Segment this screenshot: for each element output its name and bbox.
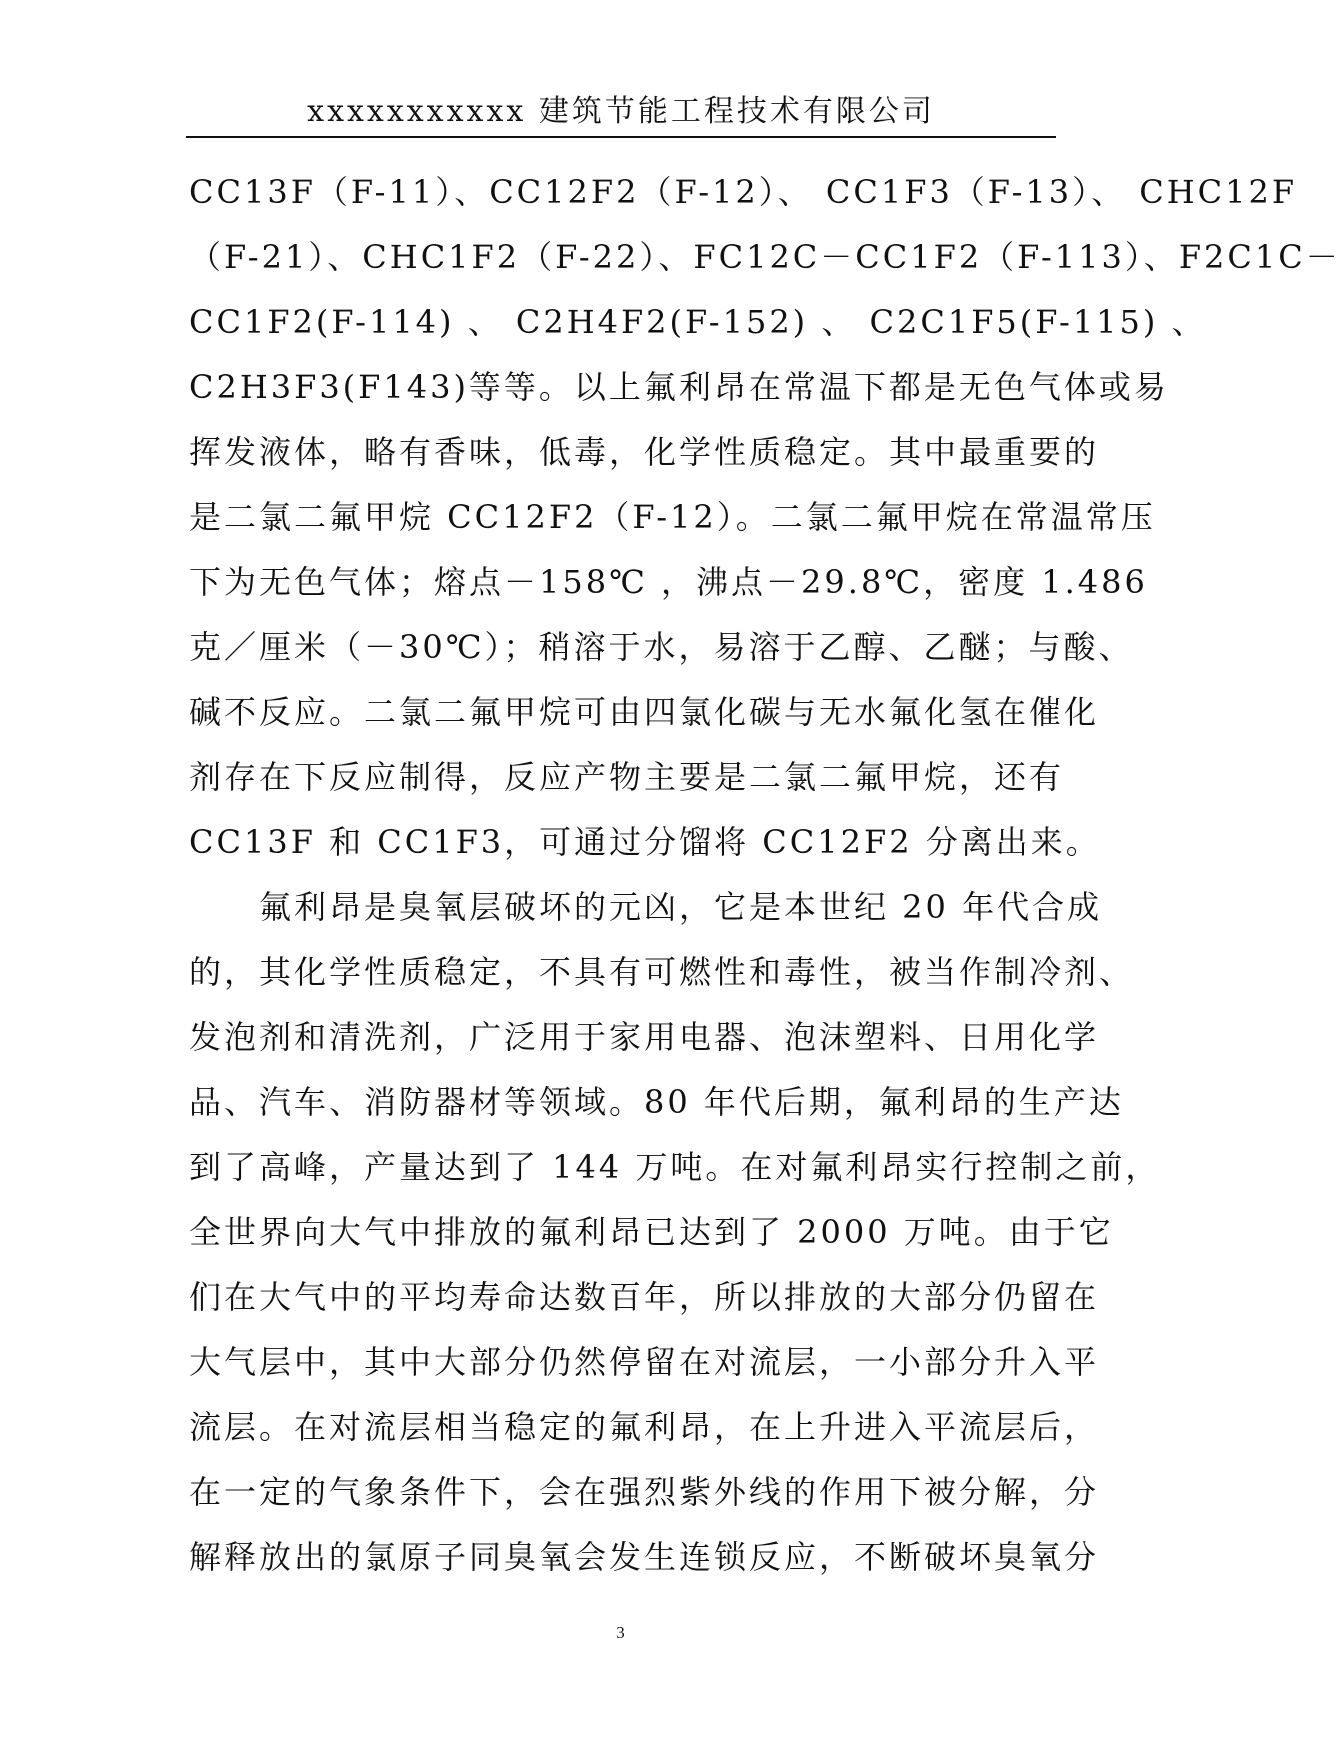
text-line: 是二氯二氟甲烷 CC12F2（F-12）。二氯二氟甲烷在常温常压 <box>189 498 1156 536</box>
text-line: 在一定的气象条件下，会在强烈紫外线的作用下被分解，分 <box>189 1473 1100 1511</box>
text-line: （F-21）、CHC1F2（F-22）、FC12C－CC1F2（F-113）、F2C1C－ <box>189 238 1341 276</box>
text-line: 流层。在对流层相当稳定的氟利昂，在上升进入平流层后， <box>189 1408 1100 1446</box>
text-line: CC1F2(F-114) 、 C2H4F2(F-152) 、 C2C1F5(F-115) 、 <box>189 303 1207 341</box>
text-line: 解释放出的氯原子同臭氧会发生连锁反应，不断破坏臭氧分 <box>189 1538 1100 1576</box>
text-line: 克／厘米（－30℃）；稍溶于水，易溶于乙醇、乙醚；与酸、 <box>189 628 1134 666</box>
text-line: 大气层中，其中大部分仍然停留在对流层，一小部分升入平 <box>189 1343 1100 1381</box>
text-line: 的，其化学性质稳定，不具有可燃性和毒性，被当作制冷剂、 <box>189 953 1135 991</box>
text-line: CC13F 和 CC1F3，可通过分馏将 CC12F2 分离出来。 <box>189 823 1101 861</box>
text-line: 碱不反应。二氯二氟甲烷可由四氯化碳与无水氟化氢在催化 <box>189 693 1100 731</box>
text-line: 氟利昂是臭氧层破坏的元凶，它是本世纪 20 年代合成 <box>189 888 1103 926</box>
body-text <box>189 160 1341 1590</box>
text-line: C2H3F3(F143)等等。以上氟利昂在常温下都是无色气体或易 <box>189 368 1169 406</box>
page-header-title: xxxxxxxxxxx 建筑节能工程技术有限公司 <box>307 94 935 129</box>
text-line: 到了高峰，产量达到了 144 万吨。在对氟利昂实行控制之前， <box>189 1148 1161 1186</box>
text-line: 品、汽车、消防器材等领域。80 年代后期，氟利昂的生产达 <box>189 1083 1124 1121</box>
text-line: 全世界向大气中排放的氟利昂已达到了 2000 万吨。由于它 <box>189 1213 1114 1251</box>
text-line: 挥发液体，略有香味，低毒，化学性质稳定。其中最重要的 <box>189 433 1100 471</box>
text-line: 剂存在下反应制得，反应产物主要是二氯二氟甲烷，还有 <box>189 758 1065 796</box>
text-line: CC13F（F-11）、CC12F2（F-12）、 CC1F3（F-13）、 CHC12F <box>189 173 1298 211</box>
page-number: 3 <box>616 1623 625 1642</box>
text-line: 下为无色气体；熔点－158℃ ，沸点－29.8℃，密度 1.486 <box>189 563 1148 601</box>
header-divider <box>186 136 1056 138</box>
text-line: 发泡剂和清洗剂，广泛用于家用电器、泡沫塑料、日用化学 <box>189 1018 1100 1056</box>
text-line: 们在大气中的平均寿命达数百年，所以排放的大部分仍留在 <box>189 1278 1100 1316</box>
